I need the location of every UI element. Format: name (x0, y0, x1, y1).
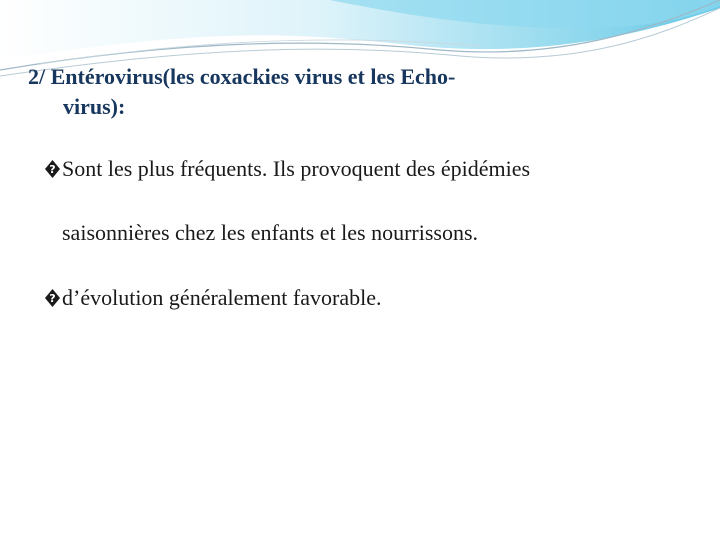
missing-glyph-icon (44, 288, 61, 308)
svg-text:?: ? (49, 292, 56, 305)
missing-glyph-icon (44, 159, 61, 179)
svg-text:?: ? (49, 163, 56, 176)
title-line-2: virus): (63, 94, 126, 119)
bullet-item-1-text: Sont les plus fréquents. Ils provoquent des épidémies (62, 156, 531, 181)
title-line-1: 2/ Entérovirus(les coxackies virus et les Echo- (28, 64, 456, 89)
bullet-item-1 (44, 156, 530, 182)
bullet-item-2-text: d’évolution généralement favorable. (62, 285, 382, 310)
slide-title (28, 62, 668, 122)
bullet-item-1-continuation: saisonnières chez les enfants et les nourrissons. (62, 220, 479, 245)
bullet-item-2 (44, 285, 381, 311)
